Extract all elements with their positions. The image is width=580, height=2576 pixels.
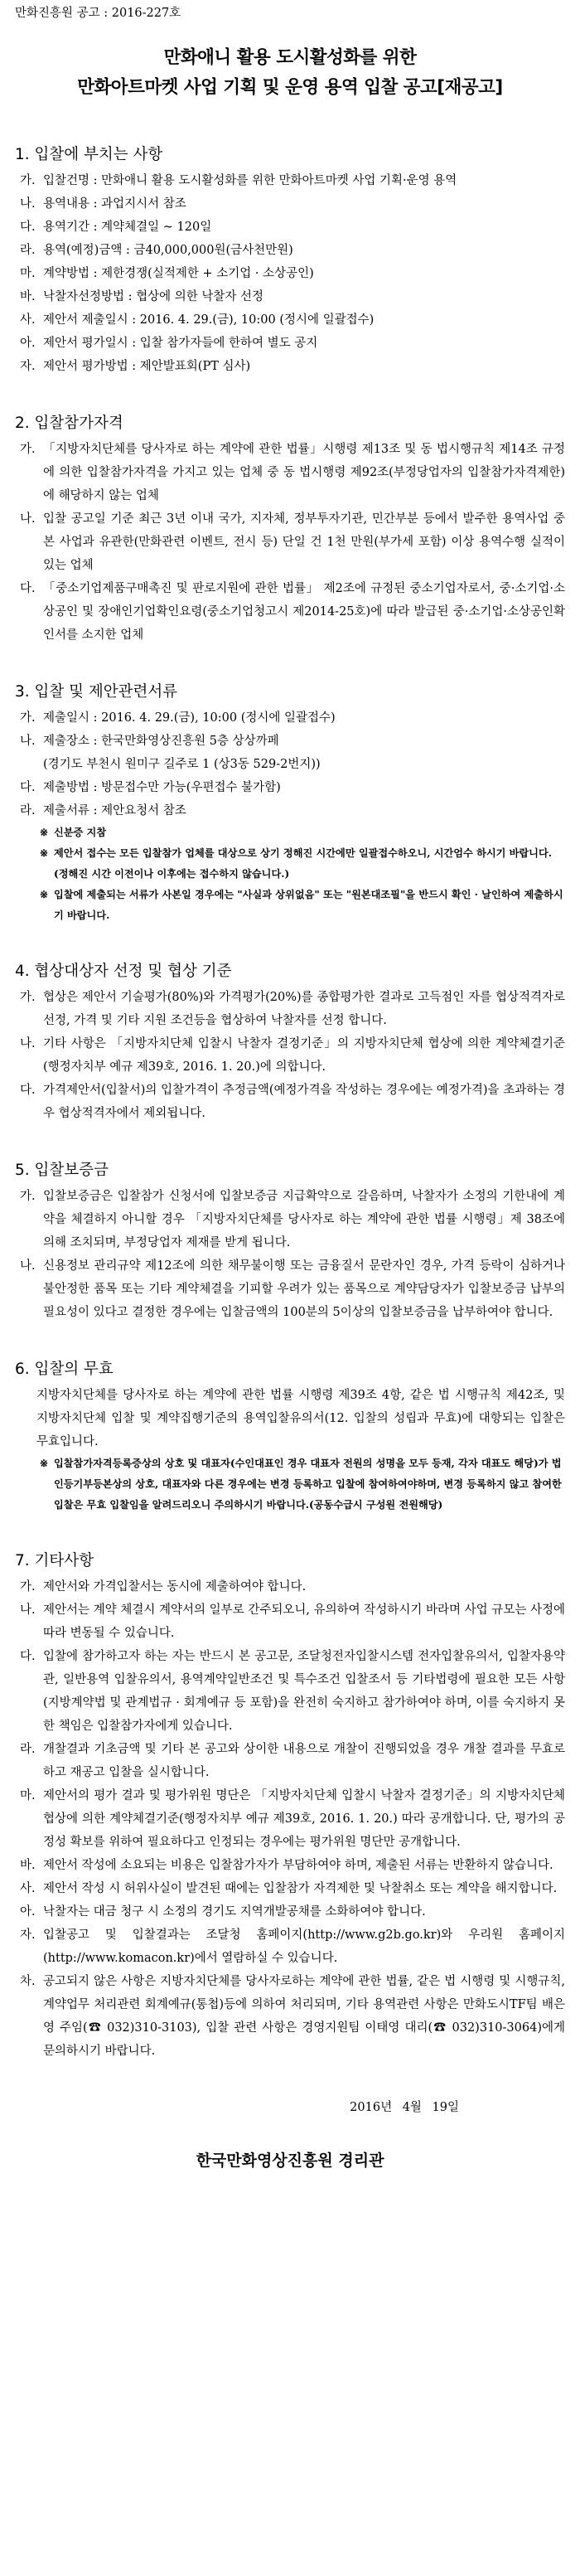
notice-number: 만화진흥원 공고 : 2016-227호 <box>15 7 181 20</box>
section-invalid-bids <box>15 1357 565 1516</box>
list-item: 라. 용역(예정)금액 : 금40,000,000원(금사천만원) <box>20 244 293 257</box>
title-line-2: 만화아트마켓 사업 기획 및 운영 용역 입찰 공고[재공고] <box>77 77 503 98</box>
list-item: 나. 기타 사항은 「지방자치단체 입찰시 낙찰자 결정기준」의 지방자치단체 협상에 의한 계약체결기준(행정자치부 예규 제39호, 2016. 1. 20.)에 의합니다. <box>20 1037 565 1074</box>
section-heading: 7. 기타사항 <box>15 1552 94 1569</box>
list-item: 가. 입찰보증금은 입찰참가 신청서에 입찰보증금 지급확약으로 갈음하며, 낙찰자가 소정의 기한내에 계약을 체결하지 아니할 경우 「지방자치단체를 당사자로 하는 계약에 관한 법률 시행령」제 38조에 의해 조치되며, 부정당업자 제재를 받게 됩니다. <box>20 1190 565 1249</box>
notice-title <box>15 43 565 103</box>
list-item: 라. 개찰결과 기초금액 및 기타 본 공고와 상이한 내용으로 개찰이 진행되었을 경우 개찰 결과를 무효로 하고 재공고 입찰을 실시합니다. <box>20 1743 565 1779</box>
list-item: (경기도 부천시 원미구 길주로 1 (상3동 529-2번지)) <box>43 758 321 771</box>
section-heading: 4. 협상대상자 선정 및 협상 기준 <box>15 963 232 980</box>
list-item: 다. 입찰에 참가하고자 하는 자는 반드시 본 공고문, 조달청전자입찰시스템 전자입찰유의서, 입찰자용약관, 일반용역 입찰유의서, 용역계약일반조건 및 특수조건 입찰조서 등 기타법령에 필요한 모든 사항(지방계약법 및 관계법규 · 회계예규 등 포함)을 완전히 숙지하고 참가하여야 하며, 이를 숙지하지 못한 책임은 입찰참가자에게 있습니다. <box>20 1650 565 1733</box>
list-item: 다. 용역기간 : 계약체결일 ~ 120일 <box>20 221 212 234</box>
list-item: 아. 낙찰자는 대금 청구 시 소정의 경기도 지역개발공채를 소화하여야 합니다. <box>20 1905 426 1919</box>
list-item: 나. 용역내용 : 과업지시서 참조 <box>20 197 186 211</box>
list-item: 다. 가격제안서(입찰서)의 입찰가격이 추정금액(예정가격을 작성하는 경우에는 예정가격)을 초과하는 경우 협상적격자에서 제외됩니다. <box>20 1084 565 1120</box>
section-heading: 1. 입찰에 부치는 사항 <box>15 146 163 163</box>
section-eligibility <box>15 411 565 647</box>
list-item: 마. 제안서의 평가 결과 및 평가위원 명단은 「지방자치단체 입찰시 낙찰자 결정기준」의 지방자치단체 협상에 의한 계약체결기준(행정자치부 예규 제39호, 2016. 1. 20.) 따라 공개합니다. 단, 평가의 공정성 확보를 위하여 필요하다고 인정되는 경우에는 평가위원 명단만 공개합니다. <box>20 1789 565 1849</box>
list-item: 자. 제안서 평가방법 : 제안발표회(PT 심사) <box>20 360 251 373</box>
section-heading: 2. 입찰참가자격 <box>15 415 123 432</box>
list-item: 라. 제출서류 : 제안요청서 참조 <box>20 804 186 817</box>
list-item: 나. 제출장소 : 한국만화영상진흥원 5층 상상까페 <box>20 735 279 748</box>
note-item: ※ 입찰에 제출되는 서류가 사본일 경우에는 "사실과 상위없음" 또는 "원본대조필"을 반드시 확인 · 날인하여 제출하시기 바랍니다. <box>15 885 565 926</box>
list-item: 다. 제출방법 : 방문접수만 가능(우편접수 불가함) <box>20 781 281 794</box>
section-paragraph: 지방자치단체를 당사자로 하는 계약에 관한 법률 시행령 제39조 4항, 같은 법 시행규칙 제42조, 및 지방자치단체 입찰 및 계약집행기준의 용역입찰유의서(12. 입찰의 성립과 무효)에 대항되는 입찰은 무효입니다. <box>36 1389 565 1448</box>
list-item: 마. 계약방법 : 제한경쟁(실적제한 + 소기업 · 소상공인) <box>20 267 314 280</box>
list-item: 가. 제안서와 가격입찰서는 동시에 제출하여야 합니다. <box>20 1580 307 1594</box>
section-bid-bond <box>15 1158 565 1324</box>
section-heading: 5. 입찰보증금 <box>15 1162 109 1179</box>
list-item: 사. 제안서 제출일시 : 2016. 4. 29.(금), 10:00 (정시에 일괄접수) <box>20 313 375 327</box>
section-other <box>15 1549 565 2063</box>
list-item: 가. 「지방자치단체를 당사자로 하는 계약에 관한 법률」시행령 제13조 및 동 법시행규칙 제14조 규정에 의한 입찰참가자격을 가지고 있는 업체 중 동 법시행령 제92조(부정당업자의 입찰참가자격제한)에 해당하지 않는 업체 <box>20 443 565 502</box>
list-item: 바. 낙찰자선정방법 : 협상에 의한 낙찰자 선정 <box>20 290 264 303</box>
section-bidding-items <box>15 143 565 378</box>
asterisk-icon: ※ <box>40 1458 49 1469</box>
list-item: 가. 입찰건명 : 만화애니 활용 도시활성화를 위한 만화아트마켓 사업 기획·운영 용역 <box>20 174 457 187</box>
note-item: ※ 제안서 접수는 모든 입찰참가 업체를 대상으로 상기 정해진 시간에만 일괄접수하오니, 시간엄수 하시기 바랍니다.(정해진 시간 이전이나 이후에는 접수하지 않습니다.) <box>15 843 565 885</box>
note-item: ※ 신분증 지참 <box>15 822 565 843</box>
section-negotiation <box>15 959 565 1125</box>
list-item: 나. 입찰 공고일 기준 최근 3년 이내 국가, 지자체, 정부투자기관, 민간부분 등에서 발주한 용역사업 중 본 사업과 유관한(만화관련 이벤트, 전시 등) 단일 건 1천 만원(부가세 포함) 이상 용역수행 실적이 있는 업체 <box>20 512 565 572</box>
asterisk-icon: ※ <box>40 827 49 838</box>
list-item: 나. 신용정보 관리규약 제12조에 의한 채무불이행 또는 금융질서 문란자인 경우, 가격 등락이 심하거나 불안정한 품목 또는 기타 계약체결을 기피할 우려가 있는 품목으로 계약담당자가 입찰보증금 납부의 필요성이 있다고 결정한 경우에는 입찰금액의 100분의 5이상의 입찰보증금을 납부하여야 합니다. <box>20 1259 565 1319</box>
notice-date: 2016년 4월 19일 <box>350 2101 459 2114</box>
signer-name: 한국만화영상진흥원 경리관 <box>196 2152 384 2170</box>
section-heading: 3. 입찰 및 제안관련서류 <box>15 683 178 701</box>
list-item: 바. 제안서 작성에 소요되는 비용은 입찰참가자가 부담하여야 하며, 제출된 서류는 반환하지 않습니다. <box>20 1859 553 1872</box>
list-item: 가. 제출일시 : 2016. 4. 29.(금), 10:00 (정시에 일괄접수) <box>20 711 336 725</box>
list-item: 자. 입찰공고 및 입찰결과는 조달청 홈페이지(http://www.g2b.go.kr)와 우리원 홈페이지(http://www.komacon.kr)에서 열람하실 수 있습니다. <box>20 1928 565 1965</box>
section-documents <box>15 680 565 926</box>
asterisk-icon: ※ <box>40 889 49 900</box>
list-item: 나. 제안서는 계약 체결시 계약서의 일부로 간주되오니, 유의하여 작성하시기 바라며 사업 규모는 사정에 따라 변동될 수 있습니다. <box>20 1603 565 1640</box>
list-item: 차. 공고되지 않은 사항은 지방자치단체를 당사자로하는 계약에 관한 법률, 같은 법 시행령 및 시행규칙, 계약업무 처리관련 회계예규(통첩)등에 의하여 처리되며, 기타 용역관련 사항은 만화도시TF팀 배은영 주임(☎ 032)310-3103), 입찰 관련 사항은 경영지원팀 이태영 대리(☎ 032)310-3064)에게 문의하시기 바랍니다. <box>20 1975 565 2058</box>
asterisk-icon: ※ <box>40 847 49 859</box>
list-item: 사. 제안서 작성 시 허위사실이 발견된 때에는 입찰참가 자격제한 및 낙찰취소 또는 계약을 해지합니다. <box>20 1882 558 1895</box>
list-item: 아. 제안서 평가일시 : 입찰 참가자들에 한하여 별도 공지 <box>20 337 318 350</box>
list-item: 가. 협상은 제안서 기술평가(80%)와 가격평가(20%)를 종합평가한 결과로 고득점인 자를 협상적격자로 선정, 가격 및 기타 지원 조건등을 협상하여 낙찰자를 선정 합니다. <box>20 991 565 1027</box>
title-line-1: 만화애니 활용 도시활성화를 위한 <box>163 47 417 68</box>
list-item: 다. 「중소기업제품구매촉진 및 판로지원에 관한 법률」 제2조에 규정된 중소기업자로서, 중·소기업·소상공인 및 장애인기업확인요령(중소기업청고시 제2014-25호)에 따라 발급된 중·소기업·소상공인확인서를 소지한 업체 <box>20 582 565 642</box>
section-heading: 6. 입찰의 무효 <box>15 1361 114 1378</box>
note-item: ※ 입찰참가자격등록증상의 상호 및 대표자(수인대표인 경우 대표자 전원의 성명을 모두 등재, 각자 대표도 해당)가 법인등기부등본상의 상호, 대표자와 다른 경우에는 변경 등록하고 입찰에 참여하여야하며, 변경 등록하지 않고 참여한 입찰은 무효 입찰임을 알려드리오니 주의하시기 바랍니다.(공동수급시 구성원 전원해당) <box>15 1453 565 1516</box>
